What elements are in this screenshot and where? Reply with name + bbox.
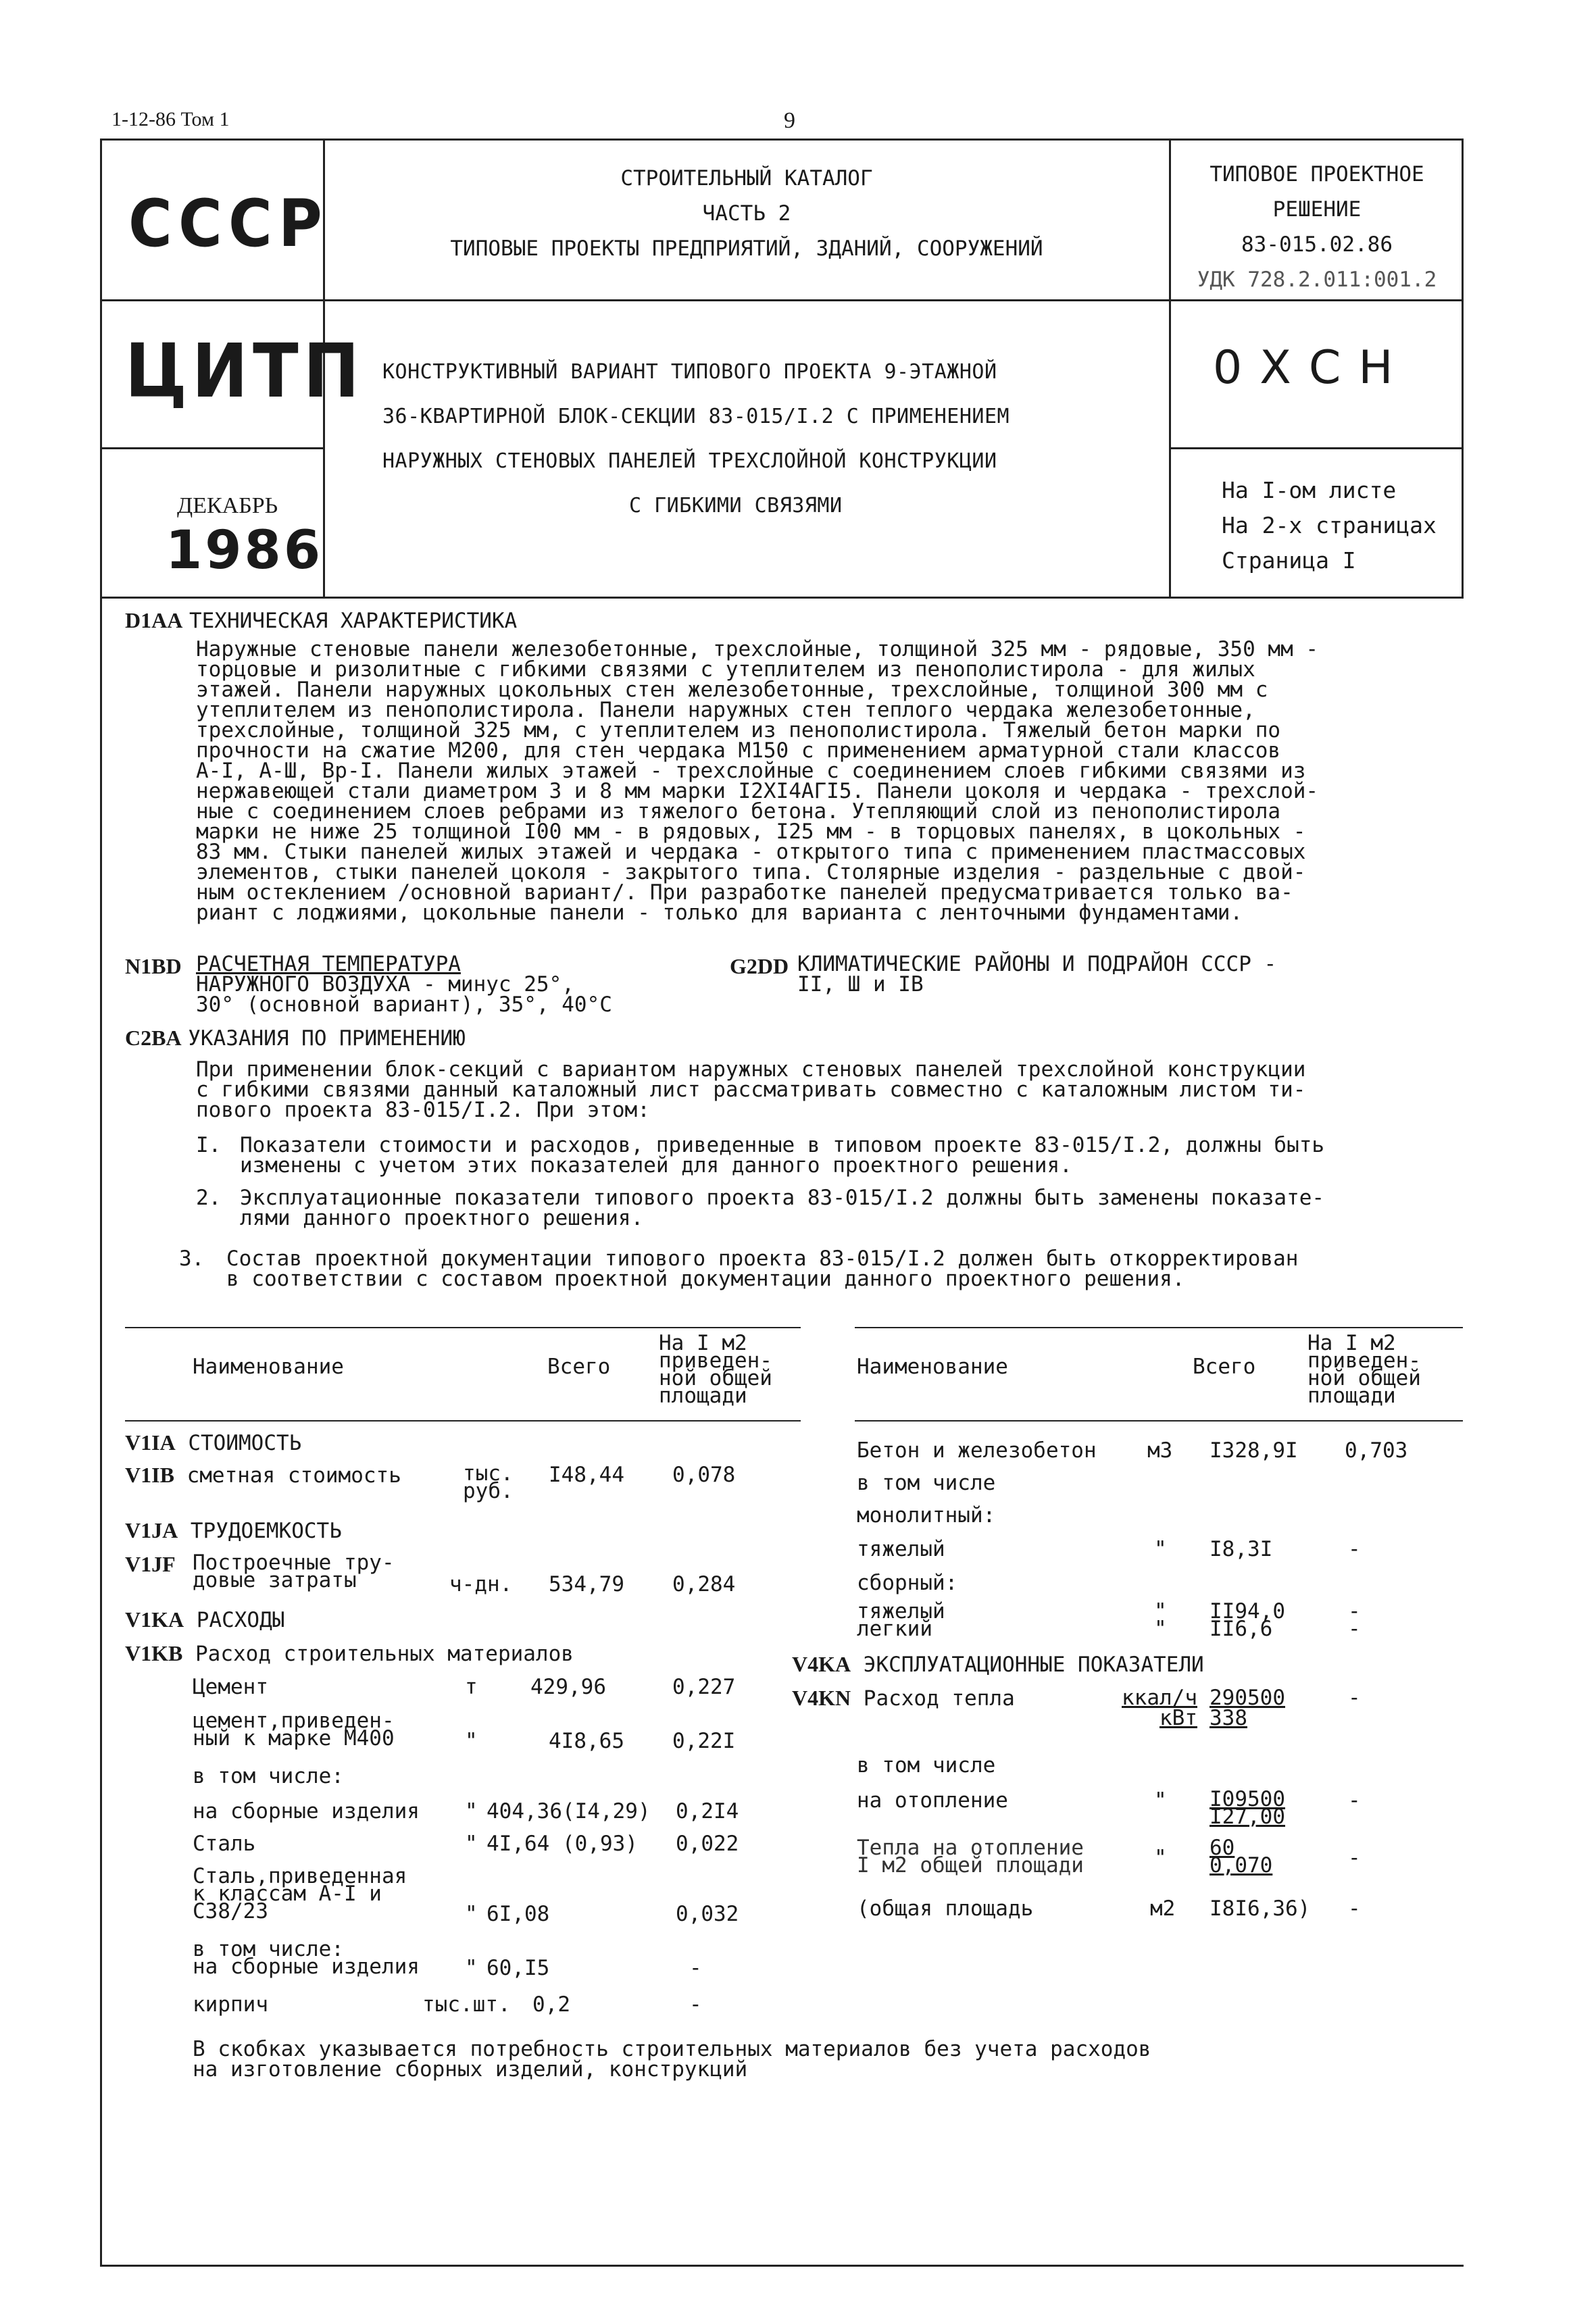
climate-title: КЛИМАТИЧЕСКИЕ РАЙОНЫ И ПОДРАЙОН СССР -: [797, 952, 1277, 976]
row-name: РАСХОДЫ: [196, 1608, 285, 1632]
row-total: 0,2: [532, 1992, 570, 2017]
classification-code: 0ХСН: [1213, 341, 1411, 395]
right-col-total-header: Всего: [1193, 1355, 1256, 1379]
header-left-divider: [100, 447, 324, 449]
row-name: кирпич: [193, 1992, 268, 2017]
sheet-line: Страница I: [1222, 547, 1356, 574]
issue-month: ДЕКАБРЬ: [177, 493, 278, 518]
row-name: Расход тепла: [863, 1686, 1015, 1711]
page-number: 9: [784, 108, 795, 133]
usage-item-text: Показатели стоимости и расходов, приведенные в типовом проекте 83-015/I.2, должны быть изменены с учетом этих показателей для данного проектного решения.: [240, 1133, 1325, 1178]
decision-line: ТИПОВОЕ ПРОЕКТНОЕ: [1210, 162, 1424, 186]
frame-left: [100, 139, 102, 2267]
left-col-total-header: Всего: [547, 1355, 611, 1379]
row-per-m2: -: [1348, 1846, 1361, 1870]
row-per-m2: 0,022: [676, 1832, 739, 1856]
row-name: монолитный:: [857, 1503, 996, 1528]
row-unit: ": [1154, 1537, 1167, 1561]
frame-bottom: [100, 2265, 1464, 2267]
climate-block: [797, 954, 1276, 995]
row-total: 429,96: [530, 1675, 606, 1699]
row-name: ТРУДОЕМКОСТЬ: [190, 1519, 342, 1543]
temp-block: [196, 954, 612, 1015]
usage-item-num: 2.: [196, 1186, 222, 1210]
row-per-m2: -: [689, 1992, 702, 2017]
header-divider-right: [1169, 139, 1171, 598]
row-code: V1KB: [125, 1641, 183, 1665]
row-name: ЭКСПЛУАТАЦИОННЫЕ ПОКАЗАТЕЛИ: [863, 1653, 1204, 1677]
row-unit: ": [1154, 1788, 1167, 1813]
catalog-line: ЧАСТЬ 2: [702, 201, 791, 226]
row-name: на сборные изделия: [193, 1799, 420, 1823]
row-name: сборный:: [857, 1571, 958, 1595]
table-row: [792, 1688, 1015, 1709]
row-code: V1IA: [125, 1430, 176, 1455]
series-reference: 1-12-86 Том 1: [111, 108, 230, 130]
row-name: СТОИМОСТЬ: [188, 1431, 302, 1455]
row-code: V4KN: [792, 1686, 851, 1710]
row-per-m2: - -: [1348, 1599, 1361, 1641]
row-unit: тыс. руб.: [463, 1461, 514, 1503]
catalog-line: ТИПОВЫЕ ПРОЕКТЫ ПРЕДПРИЯТИЙ, ЗДАНИЙ, СООРУЖЕНИЙ: [450, 236, 1043, 261]
row-per-m2: -: [1348, 1788, 1361, 1813]
row-total: 4I8,65: [549, 1729, 624, 1753]
temp-code: N1BD: [125, 954, 182, 978]
decision-line: РЕШЕНИЕ: [1272, 197, 1362, 222]
row-unit: ": [465, 1902, 478, 1926]
row-unit: ": [1154, 1846, 1167, 1870]
title-line: НАРУЖНЫХ СТЕНОВЫХ ПАНЕЛЕЙ ТРЕХСЛОЙНОЙ КОНСТРУКЦИИ: [382, 449, 997, 473]
sheet-info: [1222, 473, 1437, 578]
institute-label: ЦИТП: [125, 328, 364, 414]
row-name: Сталь,приведенная к классам А-I и С38/23: [193, 1864, 407, 1923]
section-title: ТЕХНИЧЕСКАЯ ХАРАКТЕРИСТИКА: [189, 609, 518, 633]
table-row: [125, 1554, 176, 1575]
section-title: УКАЗАНИЯ ПО ПРИМЕНЕНИЮ: [188, 1026, 466, 1051]
right-col-name-header: Наименование: [857, 1355, 1008, 1379]
row-per-m2: 0,227: [672, 1675, 736, 1699]
sheet-line: На 2-х страницах: [1222, 512, 1437, 538]
row-code: V1KA: [125, 1607, 184, 1632]
table-left-top-rule: [125, 1327, 801, 1328]
row-per-m2: 0,032: [676, 1902, 739, 1926]
usage-intro: При применении блок-секций с вариантом наружных стеновых панелей трехслойной конструкции с гибкими связями данный каталожный лист рассматривать совместно с каталожным листом ти- пового проекта 83-015/I.2. При этом:: [196, 1057, 1306, 1122]
table-footnote: В скобках указывается потребность строительных материалов без учета расходов на изготовление сборных изделий, конструкций: [193, 2037, 1151, 2082]
row-name: сметная стоимость: [186, 1463, 401, 1488]
issue-year: 1986: [166, 520, 324, 581]
row-unit: " ": [1154, 1599, 1167, 1641]
tech-description: Наружные стеновые панели железобетонные, трехслойные, толщиной 325 мм - рядовые, 350 мм - торцовые и ризолитные с гибкими связями с утеплителем из пенополистирола - для жилых этажей. Панели наружных цокольных стен железобетонные, трехслойные, толщиной 300 мм с утеплителем из пенополистирола. Панели наружных стен теплого чердака железобетонные, трехслойные, толщиной 325 мм, с утеплителем из пенополистирола. Тяжелый бетон марки по прочности на сжатие М200, для стен чердака М150 с применением арматурной стали классов А-I, А-Ш, Вр-I. Панели жилых этажей - трехслойные с соединением слоев гибкими связями из нержавеющей стали диаметром 3 и 8 мм марки I2XI4AГI5. Панели цоколя и чердака - трехслой- ные с соединением слоев ребрами из тяжелого бетона. Утепляющий слой из пенополистирола марки не ниже 25 толщиной I00 мм - в рядовых, I25 мм - в торцовых панелях, в цокольных - 83 мм. Стыки панелей жилых этажей и чердака - открытого типа с применением пластмассовых элементов, стыки панелей цоколя - закрытого типа. Столярные изделия - раздельные с двой- ным остеклением /основной вариант/. При разработке панелей предусматривается только ва- риант с лоджиями, цокольные панели - только для варианта с ленточными фундаментами.: [196, 637, 1319, 925]
row-total: I328,9I: [1210, 1438, 1298, 1463]
row-total: 534,79: [549, 1572, 624, 1596]
climate-value: II, Ш и IВ: [797, 972, 924, 997]
row-unit: ": [465, 1832, 478, 1856]
row-per-m2: 0,703: [1345, 1438, 1408, 1463]
header-right-divider: [1169, 447, 1464, 449]
tech-section-heading: [125, 608, 517, 633]
row-total: I48,44: [549, 1463, 624, 1487]
row-name: Цемент: [193, 1675, 268, 1699]
row-name: (общая площадь: [857, 1896, 1034, 1921]
row-unit: ": [465, 1729, 478, 1753]
table-right-top-rule: [855, 1327, 1463, 1328]
row-unit: ч-дн.: [449, 1572, 513, 1596]
row-name: тяжелый: [857, 1537, 945, 1561]
row-total: 4I,64 (0,93): [487, 1832, 638, 1856]
row-per-m2: -: [1348, 1537, 1361, 1561]
row-total: 290500 338: [1210, 1686, 1285, 1730]
usage-section-heading: [125, 1026, 466, 1051]
row-name: Расход строительных материалов: [195, 1642, 574, 1666]
row-unit: т: [465, 1675, 478, 1699]
row-name: Построечные тру- довые затраты: [193, 1551, 395, 1592]
document-title: [382, 350, 1159, 528]
row-unit: м2: [1150, 1896, 1176, 1921]
row-unit: ": [465, 1799, 478, 1823]
frame-top: [100, 139, 1464, 141]
right-col-per-header: На I м2 приведен- ной общей площади: [1307, 1331, 1421, 1408]
temp-title: РАСЧЕТНАЯ ТЕМПЕРАТУРА: [196, 952, 461, 976]
row-per-m2: -: [1348, 1686, 1361, 1710]
title-line: КОНСТРУКТИВНЫЙ ВАРИАНТ ТИПОВОГО ПРОЕКТА 9-ЭТАЖНОЙ: [382, 360, 997, 384]
row-per-m2: 0,284: [672, 1572, 736, 1596]
udk-code: УДК 728.2.011:001.2: [1197, 268, 1437, 292]
row-unit: м3: [1147, 1438, 1173, 1463]
row-name: цемент,приведен- ный к марке М400: [193, 1709, 395, 1751]
row-total: 6I,08: [487, 1902, 550, 1926]
row-name: тяжелый легкий: [857, 1599, 945, 1641]
table-row: [125, 1609, 284, 1630]
row-name: в том числе: [857, 1753, 996, 1778]
section-code: D1AA: [125, 608, 183, 632]
title-line: С ГИБКИМИ СВЯЗЯМИ: [629, 494, 843, 518]
table-row: [125, 1465, 401, 1486]
table-row: [125, 1643, 574, 1664]
row-total: 60,I5: [487, 1956, 550, 1980]
left-col-name-header: Наименование: [193, 1355, 344, 1379]
row-code: V4KA: [792, 1652, 851, 1676]
row-per-m2: -: [689, 1956, 702, 1980]
row-per-m2: 0,2I4: [676, 1799, 739, 1823]
header-row-divider: [100, 299, 1464, 301]
left-col-per-header: На I м2 приведен- ной общей площади: [659, 1331, 772, 1408]
row-per-m2: 0,22I: [672, 1729, 736, 1753]
row-code: V1IB: [125, 1463, 174, 1487]
usage-item-num: I.: [196, 1133, 222, 1157]
row-per-m2: -: [1348, 1896, 1361, 1921]
row-unit: тыс.шт.: [422, 1992, 511, 2017]
usage-item-text: Состав проектной документации типового проекта 83-015/I.2 должен быть откорректирован в соответствии с составом проектной документации данного проектного решения.: [226, 1247, 1299, 1291]
row-total: 404,36(I4,29): [487, 1799, 651, 1823]
decision-block: [1172, 157, 1462, 297]
row-per-m2: 0,078: [672, 1463, 736, 1487]
row-name: на отопление: [857, 1788, 1008, 1813]
row-name: в том числе: [857, 1471, 996, 1495]
header-bottom: [100, 597, 1464, 599]
row-name: Сталь: [193, 1832, 256, 1856]
row-name: Тепла на отопление I м2 общей площади: [857, 1836, 1084, 1878]
sheet-line: На I-ом листе: [1222, 477, 1397, 503]
row-name: в том числе:: [193, 1764, 344, 1788]
row-unit: ккал/ч кВт: [1122, 1686, 1197, 1730]
table-right-head-rule: [855, 1420, 1463, 1422]
table-row: [125, 1432, 301, 1453]
section-code: C2BA: [125, 1026, 182, 1050]
catalog-line: СТРОИТЕЛЬНЫЙ КАТАЛОГ: [620, 166, 873, 191]
usage-item-text: Эксплуатационные показатели типового проекта 83-015/I.2 должны быть заменены показате- лями данного проектного решения.: [240, 1186, 1325, 1230]
row-code: V1JA: [125, 1518, 178, 1542]
climate-code: G2DD: [730, 954, 789, 978]
catalog-block: [328, 161, 1166, 266]
temp-line: 30° (основной вариант), 35°, 40°С: [196, 992, 612, 1017]
usage-item-num: 3.: [179, 1247, 205, 1271]
row-total: II94,0 II6,6: [1210, 1599, 1285, 1641]
row-total: I09500 I27,00: [1210, 1787, 1285, 1829]
row-total: I8,3I: [1210, 1537, 1273, 1561]
temp-line: НАРУЖНОГО ВОЗДУХА - минус 25°,: [196, 972, 574, 997]
table-row: [125, 1520, 342, 1541]
frame-right: [1462, 139, 1464, 598]
row-unit: ": [465, 1956, 478, 1980]
row-code: V1JF: [125, 1552, 176, 1576]
row-name: в том числе: на сборные изделия: [193, 1937, 420, 1979]
table-row: [792, 1654, 1204, 1675]
country-label: СССР: [128, 186, 328, 261]
decision-number: 83-015.02.86: [1241, 232, 1393, 257]
row-total: 60 0,070: [1210, 1836, 1273, 1878]
title-line: 36-КВАРТИРНОЙ БЛОК-СЕКЦИИ 83-015/I.2 С ПРИМЕНЕНИЕМ: [382, 405, 1010, 428]
row-name: Бетон и железобетон: [857, 1438, 1097, 1463]
row-total: I8I6,36): [1210, 1896, 1311, 1921]
table-left-head-rule: [125, 1420, 801, 1422]
